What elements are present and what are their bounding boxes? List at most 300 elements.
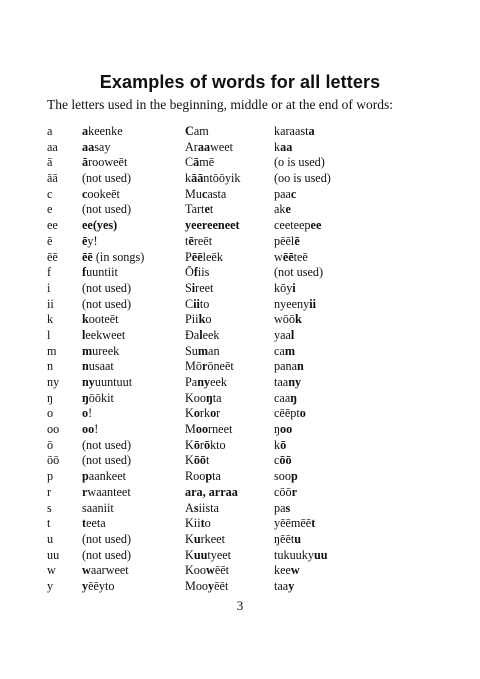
example-word-1 bbox=[82, 218, 117, 234]
example-word-3 bbox=[274, 312, 302, 328]
example-word-2 bbox=[185, 469, 221, 485]
word-fragment: ! bbox=[88, 406, 93, 421]
word-fragment: ceeteep bbox=[274, 218, 311, 233]
letter-cell: ŋ bbox=[47, 390, 54, 405]
word-fragment: C bbox=[185, 296, 194, 311]
example-word-2 bbox=[185, 140, 233, 156]
word-fragment: wōō bbox=[274, 312, 295, 327]
highlighted-letter: aa bbox=[197, 139, 211, 154]
highlighted-letter: ōō bbox=[193, 453, 206, 468]
highlighted-letter: w bbox=[82, 563, 91, 578]
highlighted-letter: ōō bbox=[279, 453, 292, 468]
highlighted-letter: ee bbox=[310, 218, 322, 233]
word-fragment: rooweēt bbox=[88, 155, 128, 170]
highlighted-letter: ēē bbox=[282, 249, 294, 264]
word-fragment: eekweet bbox=[85, 327, 126, 342]
word-fragment: (not used) bbox=[82, 296, 132, 311]
highlighted-letter: l bbox=[290, 327, 295, 342]
highlighted-letter: aa bbox=[82, 139, 95, 154]
highlighted-letter: p bbox=[290, 469, 298, 484]
letter-cell: m bbox=[47, 343, 57, 358]
letter-cell: ēē bbox=[47, 249, 58, 264]
word-fragment: K bbox=[185, 547, 194, 562]
highlighted-letter: ii bbox=[193, 296, 200, 311]
highlighted-letter: n bbox=[297, 359, 304, 374]
highlighted-letter: ē bbox=[294, 233, 300, 248]
word-fragment: eek bbox=[210, 375, 227, 389]
letter-cell: ōō bbox=[47, 453, 60, 468]
letter-cell: ē bbox=[47, 233, 53, 248]
example-word-2 bbox=[185, 359, 234, 375]
example-word-2 bbox=[185, 344, 220, 360]
word-fragment: ureek bbox=[92, 343, 120, 358]
example-word-1 bbox=[82, 344, 119, 360]
example-word-1 bbox=[82, 187, 120, 203]
letter-cell: k bbox=[47, 312, 54, 327]
letter-cell: ō bbox=[47, 437, 54, 452]
word-fragment: rneet bbox=[208, 422, 233, 437]
word-fragment: Roo bbox=[185, 469, 206, 484]
word-fragment: Ɖa bbox=[185, 327, 200, 342]
example-word-2 bbox=[185, 485, 238, 501]
word-fragment: A bbox=[185, 500, 194, 515]
highlighted-letter: ō bbox=[280, 437, 287, 452]
highlighted-letter: p bbox=[82, 469, 89, 484]
example-word-1 bbox=[82, 391, 114, 407]
example-word-1 bbox=[82, 532, 131, 548]
letter-cell: n bbox=[47, 359, 54, 374]
example-word-3 bbox=[274, 124, 315, 140]
word-fragment: paa bbox=[274, 186, 291, 201]
word-fragment: Su bbox=[185, 343, 198, 358]
letter-cell: w bbox=[47, 563, 56, 578]
highlighted-letter: m bbox=[82, 343, 93, 358]
example-word-1 bbox=[82, 312, 119, 328]
word-fragment: (not used) bbox=[274, 265, 324, 280]
example-word-2 bbox=[185, 171, 241, 187]
letter-cell: o bbox=[47, 406, 54, 421]
highlighted-letter: u bbox=[193, 531, 201, 546]
word-fragment: rkeet bbox=[200, 531, 225, 546]
letter-cell: p bbox=[47, 469, 54, 484]
example-word-1 bbox=[82, 250, 144, 266]
word-fragment: ooteēt bbox=[88, 312, 119, 327]
word-fragment: t bbox=[206, 453, 210, 468]
word-fragment: an bbox=[208, 343, 220, 358]
highlighted-letter: ny bbox=[288, 375, 302, 389]
example-word-2 bbox=[185, 532, 225, 548]
example-word-2 bbox=[185, 579, 228, 595]
word-fragment: saaniit bbox=[82, 500, 114, 515]
example-word-2 bbox=[185, 281, 213, 297]
example-word-2 bbox=[185, 406, 220, 422]
word-fragment: k bbox=[274, 437, 281, 452]
word-fragment: tukuuky bbox=[274, 547, 314, 562]
word-fragment: kōy bbox=[274, 280, 293, 295]
example-word-3 bbox=[274, 422, 292, 438]
example-word-2 bbox=[185, 250, 223, 266]
example-word-2 bbox=[185, 265, 209, 281]
word-fragment: taa bbox=[274, 375, 289, 389]
letter-cell: āā bbox=[47, 171, 58, 186]
word-fragment: ŋēēt bbox=[274, 531, 295, 546]
highlighted-letter: e bbox=[285, 202, 291, 217]
word-fragment: k bbox=[185, 171, 192, 186]
highlighted-letter: ō bbox=[193, 437, 200, 452]
example-word-1 bbox=[82, 501, 114, 517]
example-word-1 bbox=[82, 469, 126, 485]
example-word-1 bbox=[82, 453, 131, 469]
highlighted-letter: aa bbox=[280, 139, 293, 154]
highlighted-letter: i bbox=[191, 280, 196, 295]
example-word-1 bbox=[82, 281, 131, 297]
highlighted-letter: ii bbox=[309, 296, 316, 311]
highlighted-letter: f bbox=[82, 265, 87, 280]
highlighted-letter: k bbox=[82, 312, 89, 327]
example-word-3 bbox=[274, 297, 316, 313]
word-fragment: uuntiit bbox=[86, 265, 118, 280]
highlighted-letter: n bbox=[82, 359, 89, 374]
example-word-2 bbox=[185, 453, 209, 469]
highlighted-letter: oo bbox=[82, 422, 95, 437]
highlighted-letter: t bbox=[311, 516, 316, 531]
example-word-1 bbox=[82, 265, 118, 281]
word-fragment: Moo bbox=[185, 578, 209, 593]
word-fragment: usaat bbox=[88, 359, 114, 374]
word-fragment: o bbox=[204, 516, 211, 531]
letter-cell: c bbox=[47, 186, 53, 201]
highlighted-letter: m bbox=[197, 343, 209, 358]
word-fragment: (not used) bbox=[82, 453, 132, 468]
word-fragment: Pii bbox=[185, 312, 199, 327]
word-fragment: ntōōyik bbox=[203, 171, 241, 186]
example-word-3 bbox=[274, 359, 304, 375]
example-word-1 bbox=[82, 155, 127, 171]
example-word-1 bbox=[82, 140, 110, 156]
highlighted-letter: s bbox=[193, 500, 199, 515]
word-fragment: Koo bbox=[185, 390, 206, 405]
word-fragment: ! bbox=[94, 422, 99, 437]
word-fragment: S bbox=[185, 280, 192, 295]
highlighted-letter: ē bbox=[188, 233, 194, 248]
example-word-1 bbox=[82, 438, 131, 454]
word-fragment: r bbox=[199, 437, 204, 452]
example-word-3 bbox=[274, 516, 315, 532]
example-word-3 bbox=[274, 234, 300, 250]
highlighted-letter: ō bbox=[203, 437, 211, 452]
word-fragment: (not used) bbox=[82, 202, 132, 217]
word-fragment: aankeet bbox=[88, 469, 126, 484]
word-fragment: keenke bbox=[88, 124, 123, 138]
example-word-1 bbox=[82, 171, 131, 187]
word-fragment: Koo bbox=[185, 563, 206, 578]
example-word-2 bbox=[185, 187, 226, 203]
word-fragment: t bbox=[209, 202, 214, 217]
example-word-1 bbox=[82, 422, 98, 438]
highlighted-letter: ē bbox=[82, 233, 88, 248]
highlighted-letter: oo bbox=[195, 422, 209, 437]
letter-cell: oo bbox=[47, 422, 60, 437]
example-word-3 bbox=[274, 375, 301, 391]
letter-cell: i bbox=[47, 280, 51, 295]
word-fragment: Tart bbox=[185, 202, 205, 217]
word-fragment: say bbox=[94, 139, 111, 154]
highlighted-letter: ny bbox=[82, 375, 95, 389]
example-word-2 bbox=[185, 124, 209, 140]
highlighted-letter: f bbox=[193, 265, 198, 280]
example-word-3 bbox=[274, 501, 290, 517]
example-word-1 bbox=[82, 516, 106, 532]
example-word-1 bbox=[82, 202, 131, 218]
example-word-2 bbox=[185, 548, 231, 564]
example-word-1 bbox=[82, 124, 123, 140]
highlighted-letter: ara, arraa bbox=[185, 484, 238, 499]
example-word-3 bbox=[274, 548, 328, 564]
word-fragment: ōneēt bbox=[207, 359, 234, 374]
word-fragment: (o is used) bbox=[274, 155, 325, 170]
highlighted-letter: c bbox=[290, 186, 297, 201]
word-fragment: ta bbox=[212, 469, 221, 484]
example-word-3 bbox=[274, 140, 292, 156]
letter-cell: ā bbox=[47, 155, 53, 170]
highlighted-letter: ny bbox=[197, 375, 211, 389]
example-word-2 bbox=[185, 563, 229, 579]
highlighted-letter: u bbox=[294, 531, 302, 546]
word-fragment: (not used) bbox=[82, 280, 132, 295]
letter-cell: uu bbox=[47, 547, 60, 562]
word-fragment: r bbox=[216, 406, 221, 421]
example-word-3 bbox=[274, 485, 297, 501]
example-word-2 bbox=[185, 155, 214, 171]
word-fragment: reēt bbox=[193, 233, 213, 248]
word-fragment: rk bbox=[199, 406, 211, 421]
example-word-3 bbox=[274, 265, 323, 281]
word-fragment: nyeeny bbox=[274, 296, 310, 311]
highlighted-letter: āā bbox=[191, 171, 204, 186]
highlighted-letter: r bbox=[201, 359, 208, 374]
word-fragment: pa bbox=[274, 500, 286, 515]
example-word-3 bbox=[274, 328, 294, 344]
highlighted-letter: a bbox=[308, 124, 315, 138]
word-fragment: iis bbox=[197, 265, 210, 280]
word-fragment: asta bbox=[207, 186, 227, 201]
word-fragment: P bbox=[185, 249, 192, 264]
word-fragment: yēēmēē bbox=[274, 516, 312, 531]
letter-cell: l bbox=[47, 327, 51, 342]
word-fragment: (oo is used) bbox=[274, 171, 331, 186]
word-fragment: Mō bbox=[185, 359, 202, 374]
letter-cell: a bbox=[47, 124, 53, 138]
highlighted-letter: l bbox=[199, 327, 203, 342]
word-fragment: pēēl bbox=[274, 233, 295, 248]
example-word-2 bbox=[185, 202, 213, 218]
example-word-2 bbox=[185, 516, 211, 532]
word-fragment: kee bbox=[274, 563, 291, 578]
highlighted-letter: ēē bbox=[82, 249, 93, 264]
letter-cell: f bbox=[47, 265, 52, 280]
example-word-3 bbox=[274, 469, 298, 485]
word-fragment: K bbox=[185, 453, 194, 468]
example-word-1 bbox=[82, 548, 131, 564]
example-word-2 bbox=[185, 438, 226, 454]
highlighted-letter: oo bbox=[280, 422, 293, 437]
word-fragment: aarweet bbox=[90, 563, 129, 578]
example-word-2 bbox=[185, 501, 219, 517]
highlighted-letter: ŋ bbox=[82, 390, 89, 405]
highlighted-letter: o bbox=[193, 406, 200, 421]
highlighted-letter: ŋ bbox=[290, 390, 298, 405]
example-word-1 bbox=[82, 375, 132, 391]
word-fragment: K bbox=[185, 437, 194, 452]
word-fragment: taa bbox=[274, 578, 289, 593]
highlighted-letter: ā bbox=[82, 155, 89, 170]
word-fragment: Mu bbox=[185, 186, 202, 201]
highlighted-letter: s bbox=[285, 500, 291, 515]
word-fragment: c bbox=[274, 453, 280, 468]
highlighted-letter: uu bbox=[313, 547, 328, 562]
word-fragment: ēēt bbox=[214, 578, 229, 593]
highlighted-letter: w bbox=[290, 563, 300, 578]
highlighted-letter: o bbox=[210, 406, 217, 421]
example-word-1 bbox=[82, 579, 115, 595]
word-fragment: Ar bbox=[185, 139, 198, 154]
word-fragment: o bbox=[205, 312, 212, 327]
word-fragment: M bbox=[185, 422, 196, 437]
word-fragment: K bbox=[185, 531, 194, 546]
example-word-3 bbox=[274, 281, 296, 297]
word-fragment: ca bbox=[274, 343, 285, 358]
word-fragment: tyeet bbox=[207, 547, 232, 562]
highlighted-letter: r bbox=[291, 484, 298, 499]
highlighted-letter: yeereeneet bbox=[185, 218, 240, 233]
highlighted-letter: t bbox=[200, 516, 205, 531]
word-fragment: cōō bbox=[274, 484, 292, 499]
page-title: Examples of words for all letters bbox=[99, 72, 381, 92]
example-word-3 bbox=[274, 391, 297, 407]
letter-cell: ii bbox=[47, 296, 54, 311]
example-word-3 bbox=[274, 218, 321, 234]
word-fragment: am bbox=[193, 124, 209, 138]
highlighted-letter: k bbox=[295, 312, 302, 327]
word-fragment: Pa bbox=[185, 375, 198, 389]
example-word-3 bbox=[274, 202, 291, 218]
word-fragment: (not used) bbox=[82, 547, 132, 562]
highlighted-letter: c bbox=[201, 186, 208, 201]
highlighted-letter: ā bbox=[193, 155, 200, 170]
word-fragment: eeta bbox=[86, 516, 106, 531]
word-fragment: kto bbox=[210, 437, 226, 452]
letter-cell: y bbox=[47, 578, 54, 593]
highlighted-letter: i bbox=[292, 280, 296, 295]
word-fragment: K bbox=[185, 406, 194, 421]
example-word-1 bbox=[82, 485, 131, 501]
example-word-1 bbox=[82, 406, 92, 422]
word-fragment: (not used) bbox=[82, 437, 132, 452]
example-word-1 bbox=[82, 297, 131, 313]
word-fragment: ēēt bbox=[214, 563, 230, 578]
highlighted-letter: y bbox=[82, 578, 89, 593]
example-word-2 bbox=[185, 312, 211, 328]
word-fragment: mē bbox=[199, 155, 215, 170]
highlighted-letter: a bbox=[82, 124, 89, 138]
word-fragment: to bbox=[199, 296, 210, 311]
word-fragment: w bbox=[274, 249, 283, 264]
word-fragment: waanteet bbox=[87, 484, 131, 499]
highlighted-letter: t bbox=[82, 516, 87, 531]
highlighted-letter: o bbox=[299, 406, 306, 421]
example-word-3 bbox=[274, 438, 286, 454]
word-fragment: (not used) bbox=[82, 171, 132, 186]
example-word-2 bbox=[185, 422, 232, 438]
word-fragment: uuntuut bbox=[94, 375, 133, 389]
word-fragment: weet bbox=[210, 139, 234, 154]
word-fragment: ookeēt bbox=[87, 186, 120, 201]
word-fragment: t bbox=[185, 233, 189, 248]
word-fragment: (in songs) bbox=[92, 249, 145, 264]
example-word-3 bbox=[274, 406, 306, 422]
letter-cell: ee bbox=[47, 218, 58, 233]
example-word-3 bbox=[274, 171, 331, 187]
word-fragment: y! bbox=[87, 233, 98, 248]
word-fragment: yaa bbox=[274, 327, 291, 342]
word-fragment: ōōkit bbox=[88, 390, 114, 405]
example-word-1 bbox=[82, 328, 125, 344]
word-fragment: iista bbox=[198, 500, 219, 515]
word-fragment: (not used) bbox=[82, 531, 132, 546]
word-fragment: ŋ bbox=[274, 422, 281, 437]
highlighted-letter: w bbox=[206, 563, 215, 578]
word-fragment: soo bbox=[274, 469, 291, 484]
highlighted-letter: e bbox=[204, 202, 210, 217]
example-word-3 bbox=[274, 532, 301, 548]
letter-cell: t bbox=[47, 516, 51, 531]
example-word-3 bbox=[274, 187, 296, 203]
highlighted-letter: y bbox=[288, 578, 295, 593]
word-fragment: ta bbox=[212, 390, 222, 405]
example-word-2 bbox=[185, 297, 209, 313]
example-word-1 bbox=[82, 563, 129, 579]
highlighted-letter: uu bbox=[193, 547, 208, 562]
word-fragment: ak bbox=[274, 202, 286, 217]
highlighted-letter: p bbox=[205, 469, 213, 484]
page-number: 3 bbox=[236, 598, 244, 613]
word-fragment: pana bbox=[274, 359, 298, 374]
example-word-3 bbox=[274, 344, 295, 360]
highlighted-letter: k bbox=[198, 312, 206, 327]
word-fragment: ēēyto bbox=[88, 578, 115, 593]
letter-cell: ny bbox=[47, 375, 60, 389]
word-fragment: reet bbox=[195, 280, 214, 295]
letter-cell: e bbox=[47, 202, 53, 217]
highlighted-letter: l bbox=[82, 327, 86, 342]
word-fragment: k bbox=[274, 139, 281, 154]
highlighted-letter: m bbox=[284, 343, 295, 358]
word-fragment: eek bbox=[202, 327, 220, 342]
word-fragment: cēēpt bbox=[274, 406, 300, 421]
example-word-3 bbox=[274, 250, 308, 266]
page-subtitle: The letters used in the beginning, middle or at the end of words: bbox=[47, 97, 394, 112]
word-fragment: caa bbox=[274, 390, 291, 405]
highlighted-letter: c bbox=[82, 186, 88, 201]
example-word-3 bbox=[274, 155, 325, 171]
letter-cell: r bbox=[47, 484, 52, 499]
letter-cell: aa bbox=[47, 139, 58, 154]
highlighted-letter: ŋ bbox=[206, 390, 213, 405]
example-word-1 bbox=[82, 234, 98, 250]
word-fragment: karaast bbox=[274, 124, 309, 138]
example-word-2 bbox=[185, 328, 220, 344]
example-word-2 bbox=[185, 391, 222, 407]
